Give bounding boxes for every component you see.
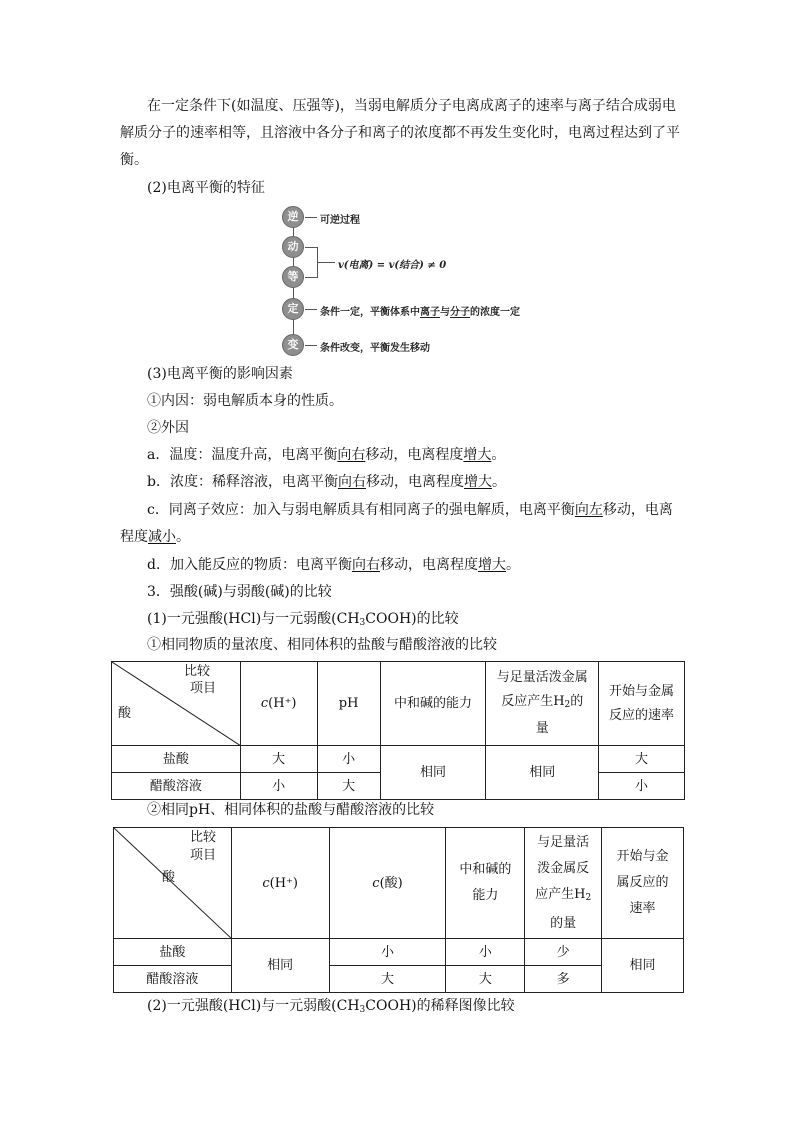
- table2-h5a: 开始与金: [616, 849, 669, 864]
- factor-d: [147, 555, 520, 575]
- factor-a-mid: 移动，电离程度: [365, 447, 464, 463]
- factor-a-post: 。: [491, 447, 506, 463]
- sub2-sub: 3: [359, 1005, 366, 1015]
- table1-row2-ph: 大: [317, 773, 380, 800]
- table2-h-acid: [329, 828, 446, 939]
- table2-row1-h2: 少: [525, 939, 602, 966]
- sub2-b: COOH)的稀释图像比较: [365, 998, 515, 1014]
- label-ding-c: 与: [440, 307, 450, 318]
- table2-row2-neutral: 大: [446, 966, 525, 993]
- table2-h-ch-rest: (H⁺): [269, 875, 298, 891]
- node-dong: 动: [282, 236, 304, 258]
- label-ni: 可逆过程: [320, 215, 360, 226]
- table-same-concentration: [111, 661, 685, 800]
- factor-c-l2pre: 程度: [120, 529, 148, 545]
- factor-a: [147, 445, 505, 465]
- table1-h5b: 反应的速率: [609, 707, 675, 723]
- table2-h4c: 应产生H: [535, 886, 586, 902]
- table2-h5c: 速率: [629, 901, 656, 916]
- table2-h4b: 泼金属反: [537, 860, 590, 876]
- table1-corner-top1: 比较: [184, 664, 211, 679]
- factor-b: [147, 472, 506, 492]
- sub1-b: COOH)的比较: [365, 611, 459, 627]
- table2-h-h2: [525, 828, 602, 939]
- table2-h3a: 中和碱的: [459, 862, 512, 877]
- table2-h5b: 属反应的: [616, 875, 669, 890]
- table2-row2-name: 醋酸溶液: [114, 966, 232, 993]
- external-factor: ②外因: [147, 420, 189, 436]
- factor-b-pre: b．浓度：稀释溶液，电离平衡: [147, 474, 338, 490]
- factor-c-line-2: [120, 527, 190, 547]
- table1-row1-c: 大: [240, 746, 317, 773]
- part-3-sub-1: [147, 609, 459, 633]
- table1-h4sub: 2: [564, 700, 571, 710]
- table2-row1-name: 盐酸: [114, 939, 232, 966]
- factor-d-pre: d．加入能反应的物质：电离平衡: [147, 557, 352, 573]
- label-ding-a: 条件一定，平衡体系中: [320, 307, 420, 318]
- para-line-3: 衡。: [120, 152, 148, 168]
- factor-b-degree: 增大: [463, 474, 492, 490]
- node-ni: 逆: [282, 206, 304, 228]
- table2-h-acid-c: c: [372, 875, 380, 891]
- internal-factor: ①内因：弱电解质本身的性质。: [147, 393, 343, 409]
- table2-merged-rate: 相同: [602, 939, 684, 993]
- table2-corner-left: 酸: [162, 870, 176, 885]
- table2-corner-top2: 项目: [190, 848, 217, 863]
- factor-b-mid: 移动，电离程度: [365, 474, 464, 490]
- para-line-2: 解质分子的速率相等，且溶液中各分子和离子的浓度都不再发生变化时，电离过程达到了平: [120, 125, 680, 141]
- table2-corner-top1: 比较: [190, 830, 217, 845]
- table2-h-ch: [231, 828, 329, 939]
- table1-h-h2: [486, 662, 599, 746]
- table-1-title: ①相同物质的量浓度、相同体积的盐酸与醋酸溶液的比较: [147, 637, 497, 653]
- label-ding-ion: 离子: [420, 307, 440, 318]
- factor-b-dir: 向右: [337, 474, 366, 490]
- table1-corner-top2: 项目: [190, 681, 217, 696]
- sub1-a: (1)一元强酸(HCl)与一元弱酸(CH: [147, 611, 360, 627]
- table1-row2-rate: 小: [599, 773, 685, 800]
- table2-merged-c: 相同: [231, 939, 329, 993]
- factor-c-post: 。: [176, 529, 190, 545]
- table1-h-ph: pH: [317, 662, 380, 746]
- factor-d-dir: 向右: [351, 557, 380, 573]
- label-ding-e: 的浓度一定: [470, 307, 520, 318]
- table1-row2-c: 小: [240, 773, 317, 800]
- table1-h4a: 与足量活泼金属: [496, 670, 588, 685]
- factor-d-post: 。: [505, 557, 520, 573]
- factor-d-degree: 增大: [477, 557, 506, 573]
- para-line-1: 在一定条件下(如温度、压强等)，当弱电解质分子电离成离子的速率与离子结合成弱电: [147, 98, 676, 114]
- table2-h4sub: 2: [585, 892, 592, 903]
- node-bian: 变: [282, 334, 304, 356]
- table2-row2-h2: 多: [525, 966, 602, 993]
- sub1-sub: 3: [359, 618, 366, 628]
- label-dong-deng: v(电离) = v(结合) ≠ 0: [338, 260, 447, 271]
- table1-h-ch-c: c: [260, 696, 269, 711]
- node-ding: 定: [282, 298, 304, 320]
- part-3-sub-2: [147, 996, 515, 1020]
- table1-corner: [112, 662, 241, 746]
- factor-c-line-1: [147, 500, 673, 520]
- table2-h-ch-c: c: [262, 875, 270, 891]
- table1-row1-rate: 大: [599, 746, 685, 773]
- table1-h4d: 量: [535, 721, 549, 736]
- factor-a-pre: a．温度：温度升高，电离平衡: [147, 447, 338, 463]
- factor-c-pre: c．同离子效应：加入与弱电解质具有相同离子的强电解质，电离平衡: [147, 502, 575, 518]
- node-deng: 等: [282, 266, 304, 288]
- factor-b-post: 。: [491, 474, 506, 490]
- table1-h4b: 反应产生H: [501, 694, 565, 709]
- table1-h-ch-rest: (H⁺): [268, 696, 297, 711]
- section-2-title: (2)电离平衡的特征: [147, 180, 265, 196]
- sub2-a: (2)一元强酸(HCl)与一元弱酸(CH: [147, 998, 360, 1014]
- factor-c-mid: 移动，电离: [602, 502, 673, 518]
- table2-h4a: 与足量活: [537, 834, 590, 850]
- label-ding-molecule: 分子: [450, 307, 470, 318]
- part-3-title: 3．强酸(碱)与弱酸(碱)的比较: [147, 584, 332, 600]
- factor-a-degree: 增大: [463, 447, 492, 463]
- table1-merged-neutral: 相同: [380, 746, 486, 800]
- table2-h-neutral: [446, 828, 525, 939]
- table-2-title: ②相同pH、相同体积的盐酸与醋酸溶液的比较: [147, 802, 435, 818]
- table1-row1-ph: 小: [317, 746, 380, 773]
- table2-h-acid-rest: (酸): [379, 875, 403, 891]
- table1-row1-name: 盐酸: [112, 746, 241, 773]
- table1-h4c: 的: [570, 694, 584, 709]
- table-same-ph: [113, 827, 684, 993]
- table1-merged-h2: 相同: [486, 746, 599, 800]
- table2-corner: [114, 828, 232, 939]
- factor-c-degree: 减小: [148, 529, 176, 545]
- table1-row2-name: 醋酸溶液: [112, 773, 241, 800]
- table2-row1-neutral: 小: [446, 939, 525, 966]
- table2-h4d: 的量: [550, 915, 577, 931]
- table2-row1-acid: 小: [329, 939, 446, 966]
- factor-d-mid: 移动，电离程度: [379, 557, 478, 573]
- table2-h-rate: [602, 828, 684, 939]
- table1-h-rate: [599, 662, 685, 746]
- table1-h5a: 开始与金属: [609, 683, 675, 699]
- table2-h3b: 能力: [472, 888, 499, 903]
- label-bian: 条件改变，平衡发生移动: [320, 343, 430, 354]
- table1-diagonal: [112, 662, 241, 746]
- section-3-title: (3)电离平衡的影响因素: [147, 366, 293, 382]
- table1-h-neutral: 中和碱的能力: [380, 662, 486, 746]
- table1-h-ch: [240, 662, 317, 746]
- factor-c-dir: 向左: [574, 502, 603, 518]
- table1-corner-left: 酸: [118, 706, 132, 721]
- label-ding: [320, 303, 520, 318]
- factor-a-dir: 向右: [337, 447, 366, 463]
- table2-row2-acid: 大: [329, 966, 446, 993]
